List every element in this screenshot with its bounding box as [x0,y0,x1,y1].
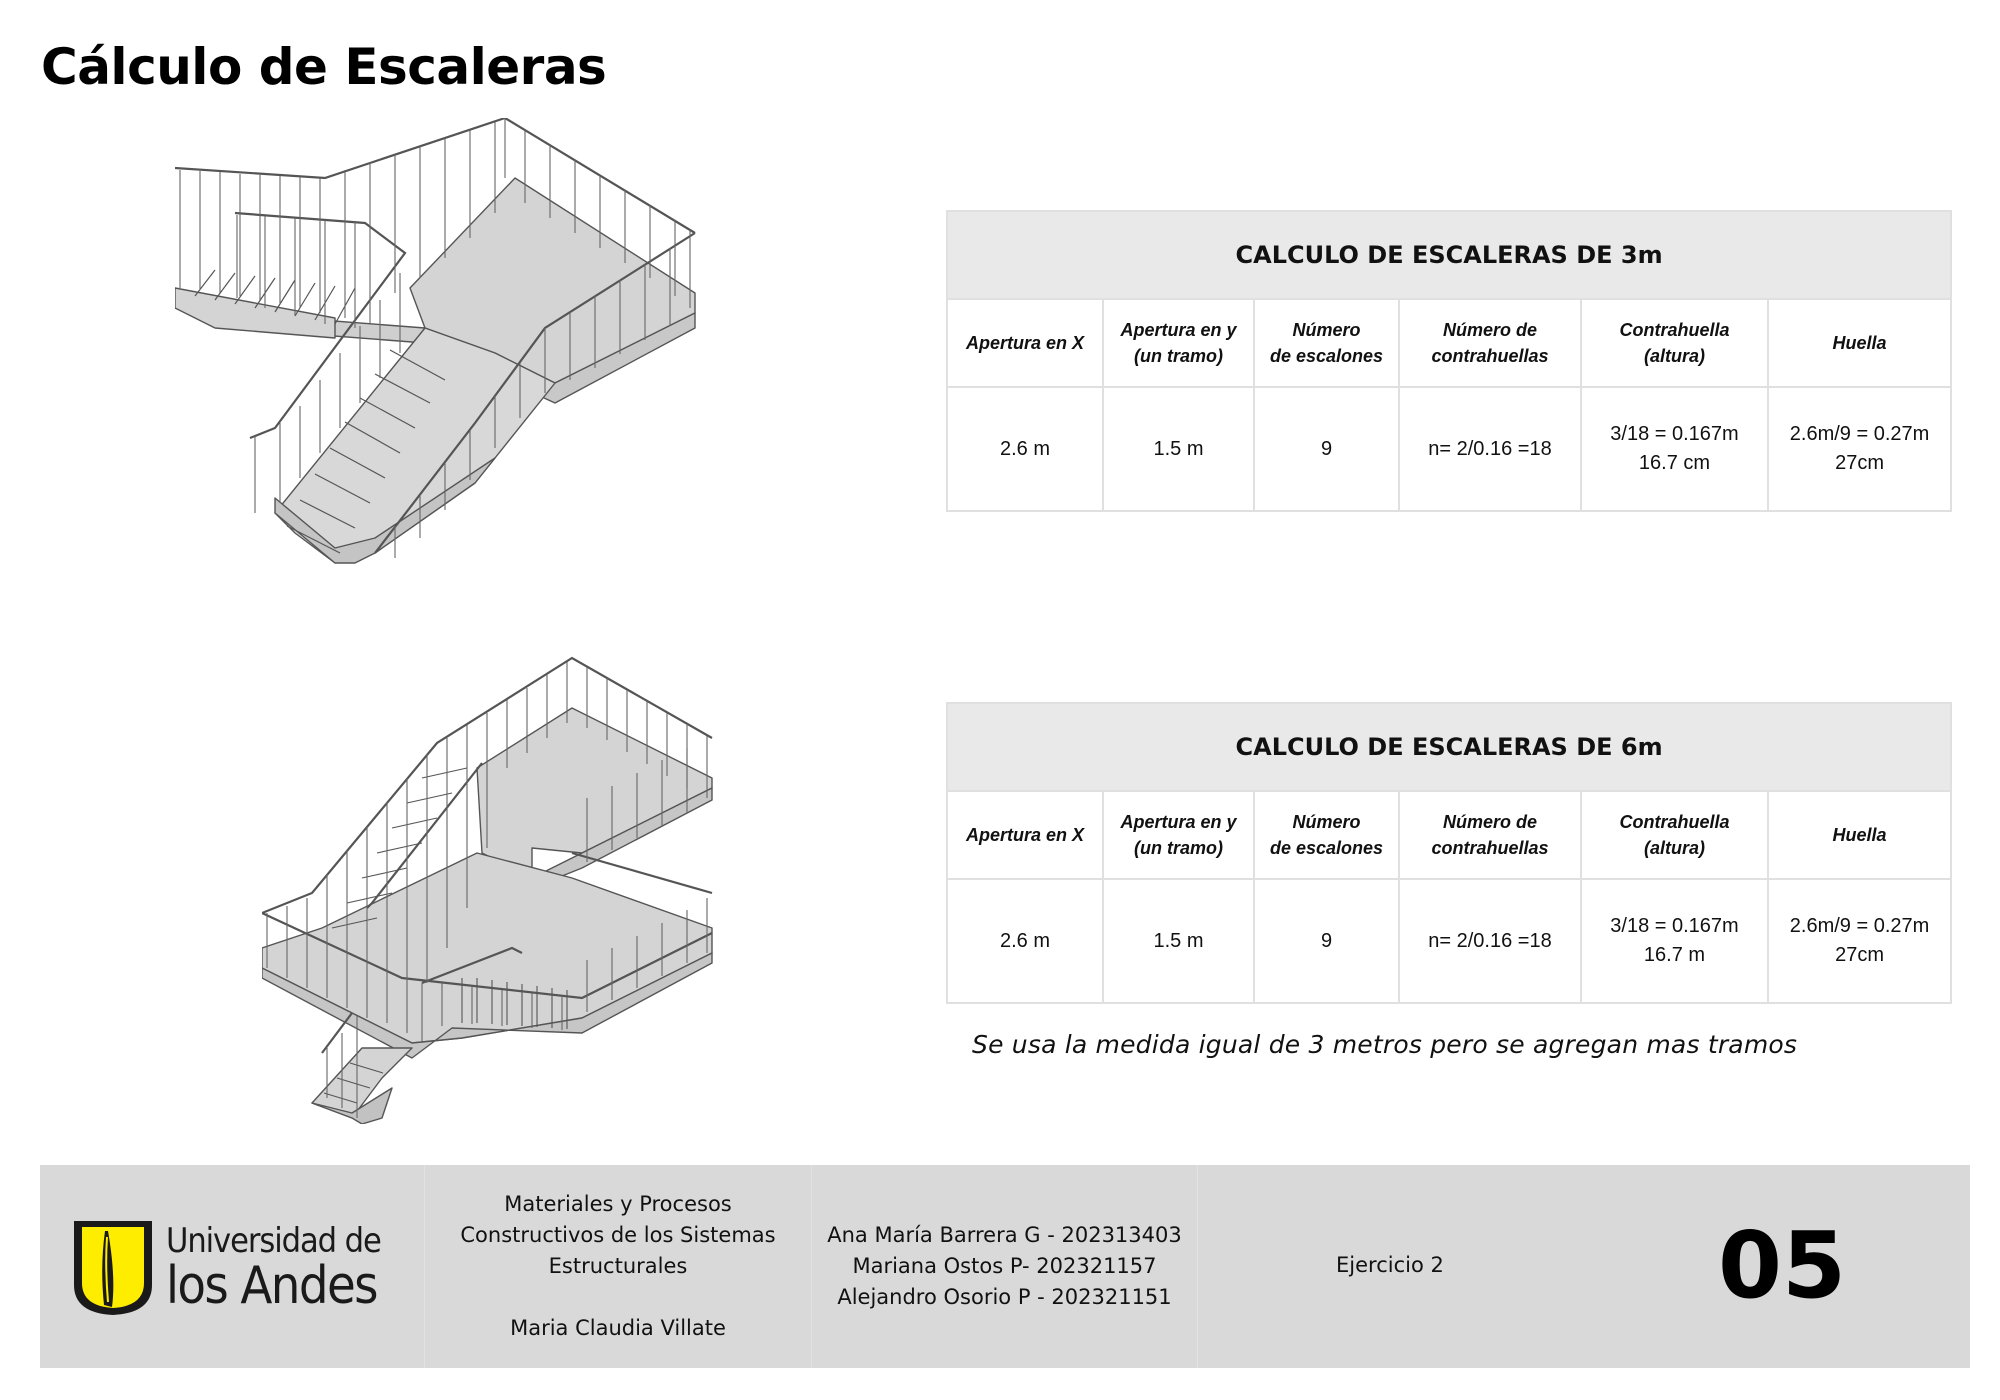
staircase-6m-illustration [262,648,722,1124]
staircase-3m-illustration [175,118,730,606]
col-header-contrahuella: Contrahuella (altura) [1581,791,1768,879]
col-header-huella: Huella [1768,791,1951,879]
table-title: CALCULO DE ESCALERAS DE 6m [947,703,1951,791]
cell-numero-contrahuellas: n= 2/0.16 =18 [1399,387,1581,511]
cell-numero-escalones: 9 [1254,879,1399,1003]
exercise-info [1198,1165,1970,1368]
table-header-row [947,299,1951,387]
shield-icon [72,1217,154,1317]
col-header-huella: Huella [1768,299,1951,387]
table-row [947,879,1951,1003]
col-header-numero-contrahuellas: Número de contrahuellas [1399,299,1581,387]
col-header-contrahuella: Contrahuella (altura) [1581,299,1768,387]
cell-apertura-y: 1.5 m [1103,387,1254,511]
logo-line-2: los Andes [166,1255,377,1316]
student-name: Ana María Barrera G - 202313403 [827,1223,1182,1247]
logo-line-1: Universidad de [166,1220,381,1261]
col-header-apertura-x: Apertura en X [947,299,1103,387]
col-header-apertura-x: Apertura en X [947,791,1103,879]
cell-huella: 2.6m/9 = 0.27m 27cm [1768,387,1951,511]
footer-band [40,1165,1970,1368]
staircase-3m-drawing [175,118,730,606]
table-title: CALCULO DE ESCALERAS DE 3m [947,211,1951,299]
university-logo [40,1165,425,1368]
page-number: 05 [1718,1212,1847,1319]
note-text: Se usa la medida igual de 3 metros pero se agregan mas tramos [972,1030,1798,1059]
cell-apertura-y: 1.5 m [1103,879,1254,1003]
cell-numero-escalones: 9 [1254,387,1399,511]
table-header-row [947,791,1951,879]
course-line: Materiales y Procesos [504,1192,732,1216]
staircase-6m-drawing [262,648,722,1124]
col-header-numero-escalones: Número de escalones [1254,299,1399,387]
professor-name: Maria Claudia Villate [510,1316,726,1340]
cell-numero-contrahuellas: n= 2/0.16 =18 [1399,879,1581,1003]
cell-apertura-x: 2.6 m [947,879,1103,1003]
course-info [425,1165,812,1368]
col-header-apertura-y: Apertura en y (un tramo) [1103,299,1254,387]
table-row [947,387,1951,511]
course-line: Constructivos de los Sistemas [460,1223,776,1247]
exercise-label: Ejercicio 2 [1336,1253,1444,1277]
stair-calc-table-6m [946,702,1952,1004]
cell-huella: 2.6m/9 = 0.27m 27cm [1768,879,1951,1003]
student-list [812,1165,1198,1368]
course-line: Estructurales [548,1254,688,1278]
cell-apertura-x: 2.6 m [947,387,1103,511]
col-header-numero-contrahuellas: Número de contrahuellas [1399,791,1581,879]
student-name: Alejandro Osorio P - 202321151 [837,1285,1172,1309]
cell-contrahuella: 3/18 = 0.167m 16.7 cm [1581,387,1768,511]
student-name: Mariana Ostos P- 202321157 [852,1254,1157,1278]
col-header-numero-escalones: Número de escalones [1254,791,1399,879]
cell-contrahuella: 3/18 = 0.167m 16.7 m [1581,879,1768,1003]
col-header-apertura-y: Apertura en y (un tramo) [1103,791,1254,879]
page-title: Cálculo de Escaleras [41,38,607,96]
stair-calc-table-3m [946,210,1952,512]
